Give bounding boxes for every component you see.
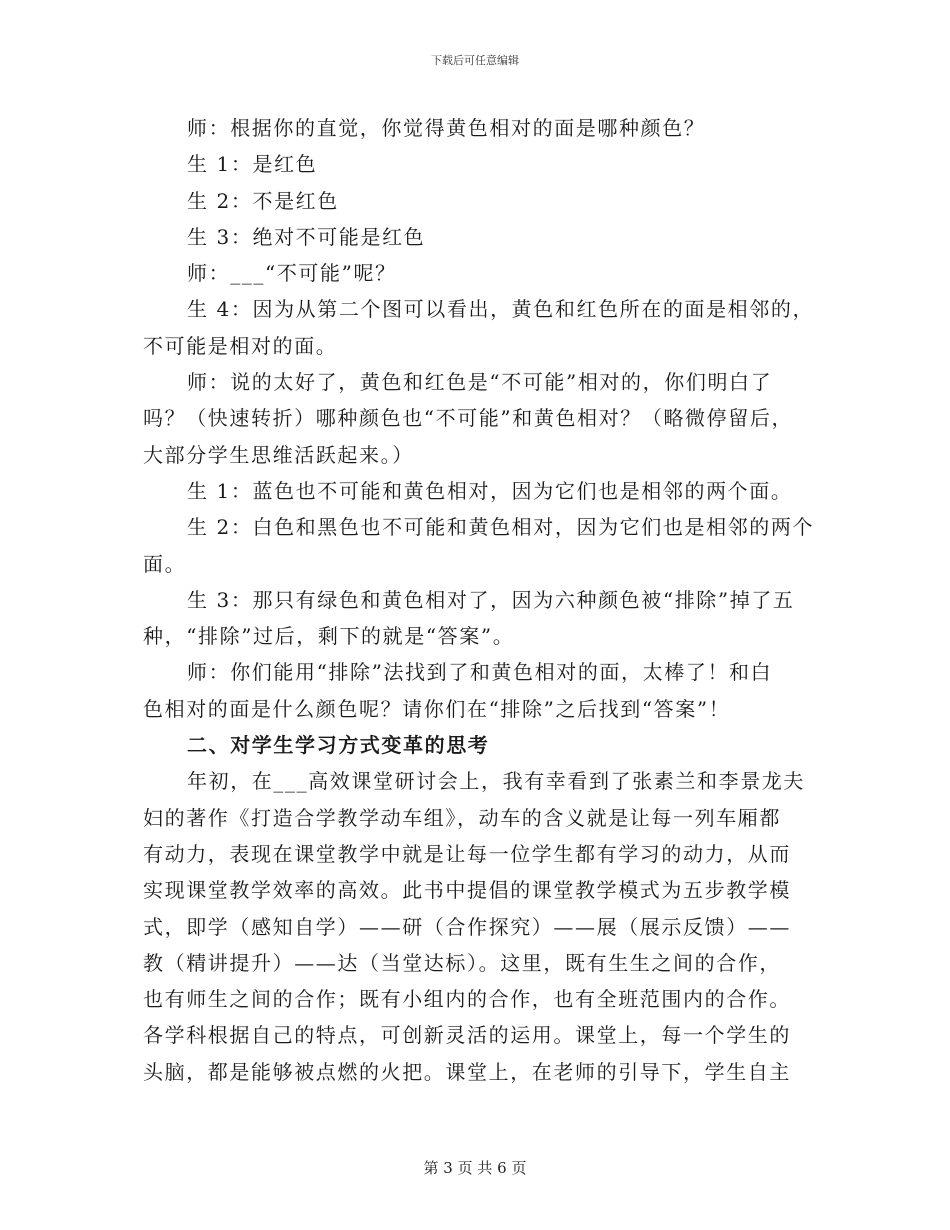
text-line: 师：说的太好了，黄色和红色是“不可能”相对的，你们明白了 — [187, 370, 773, 395]
text-line: 年初，在___高效课堂研讨会上，我有幸看到了张素兰和李景龙夫 — [187, 769, 805, 794]
text-line: 妇的著作《打造合学教学动车组》，动车的含义就是让每一列车厢都 — [143, 805, 781, 830]
page-header: 下载后可任意编辑 — [431, 54, 519, 67]
text-line: 师：___“不可能”呢？ — [187, 261, 397, 286]
text-line: 吗？（快速转折）哪种颜色也“不可能”和黄色相对？（略微停留后， — [143, 406, 794, 431]
text-line: 生 2：不是红色 — [187, 188, 339, 213]
text-line: 色相对的面是什么颜色呢？请你们在“排除”之后找到“答案”！ — [143, 696, 731, 721]
text-line: 生 1：是红色 — [187, 152, 318, 177]
section-heading: 二、对学生学习方式变革的思考 — [187, 733, 490, 758]
page-footer: 第 3 页 共 6 页 — [423, 1159, 527, 1177]
text-line: 大部分学生思维活跃起来。） — [143, 442, 414, 467]
text-line: 师：根据你的直觉，你觉得黄色相对的面是哪种颜色？ — [187, 116, 706, 140]
text-line: 有动力，表现在课堂教学中就是让每一位学生都有学习的动力，从而 — [143, 841, 791, 866]
text-line: 头脑，都是能够被点燃的火把。课堂上，在老师的引导下，学生自主 — [143, 1059, 791, 1084]
text-line: 师：你们能用“排除”法找到了和黄色相对的面，太棒了！和白 — [187, 660, 773, 685]
text-line: 生 2：白色和黑色也不可能和黄色相对，因为它们也是相邻的两个 — [187, 515, 815, 540]
text-line: 不可能是相对的面。 — [143, 333, 338, 358]
text-line: 生 4：因为从第二个图可以看出，黄色和红色所在的面是相邻的， — [187, 297, 815, 322]
document-body — [143, 110, 815, 1090]
text-line: 各学科根据自己的特点，可创新灵活的运用。课堂上，每一个学生的 — [143, 1023, 791, 1048]
text-line: 也有师生之间的合作；既有小组内的合作，也有全班范围内的合作。 — [143, 987, 791, 1012]
text-line: 生 3：绝对不可能是红色 — [187, 224, 426, 249]
text-line: 生 3：那只有绿色和黄色相对了，因为六种颜色被“排除”掉了五 — [187, 587, 795, 612]
text-line: 面。 — [143, 551, 187, 576]
text-line: 种，“排除”过后，剩下的就是“答案”。 — [143, 624, 515, 649]
text-line: 生 1：蓝色也不可能和黄色相对，因为它们也是相邻的两个面。 — [187, 478, 793, 503]
text-line: 教（精讲提升）——达（当堂达标）。这里，既有生生之间的合作， — [143, 950, 781, 975]
text-line: 实现课堂教学效率的高效。此书中提倡的课堂教学模式为五步教学模 — [143, 878, 791, 903]
text-line: 式，即学（感知自学）——研（合作探究）——展（展示反馈）—— — [143, 914, 791, 939]
